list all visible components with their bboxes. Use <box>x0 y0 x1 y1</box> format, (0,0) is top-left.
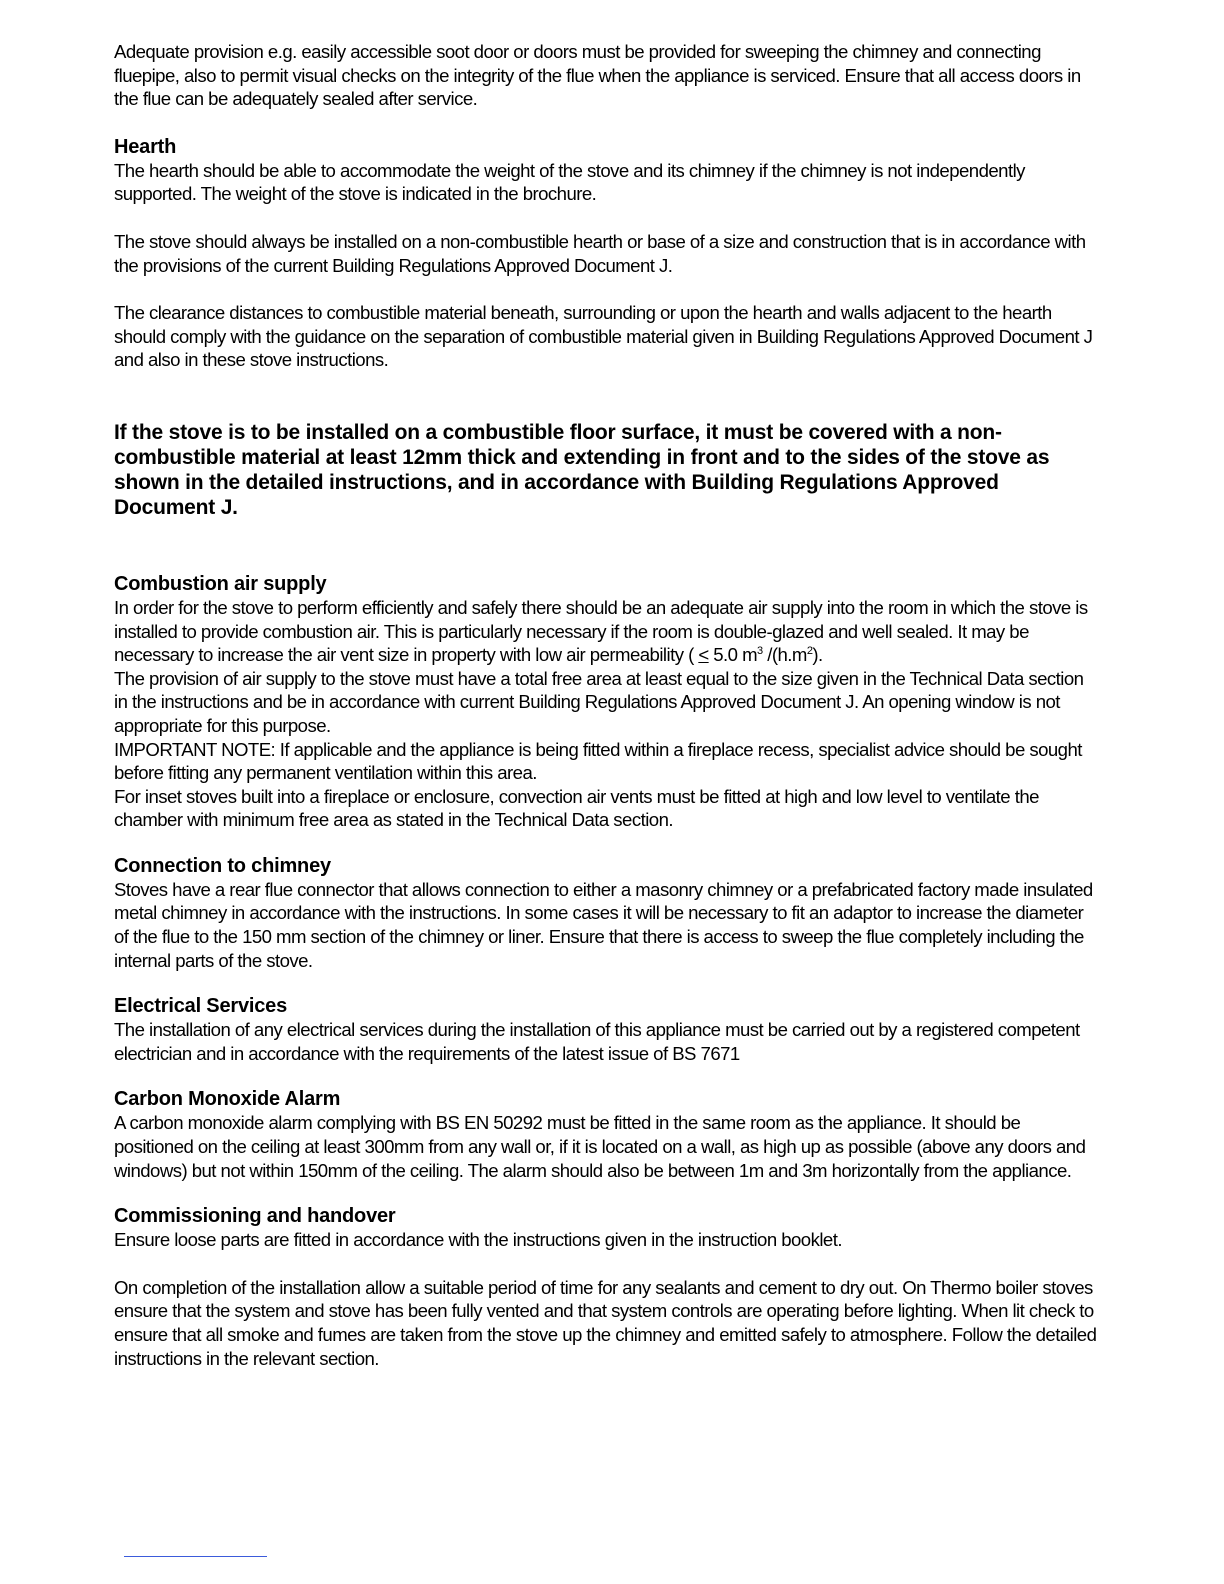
combustion-air-heading: Combustion air supply <box>114 572 327 595</box>
chimney-paragraph: Stoves have a rear flue connector that allows connection to either a masonry chimney or a prefabricated factory made insulated metal chimney in accordance with the instructions. In some cases it will be necessary to fit an adaptor to increase the diameter of the flue to the 150 mm section of the chimney or liner. Ensure that there is access to sweep the flue completely including the internal parts of the stove. <box>114 878 1093 971</box>
hearth-section <box>114 135 1100 372</box>
combustion-paragraph-4: For inset stoves built into a fireplace or enclosure, convection air vents must be fitted at high and low level to ventilate the chamber with minimum free area as stated in the Technical Data section. <box>114 785 1039 831</box>
footnote-divider <box>124 1556 267 1557</box>
hearth-paragraph-1: The hearth should be able to accommodate the weight of the stove and its chimney if the chimney is not independently supported. The weight of the stove is indicated in the brochure. <box>114 159 1025 205</box>
hearth-heading: Hearth <box>114 135 177 158</box>
electrical-heading: Electrical Services <box>114 995 287 1018</box>
commissioning-section <box>114 1204 1100 1370</box>
commissioning-paragraph-1: Ensure loose parts are fitted in accordance with the instructions given in the instruction booklet. <box>114 1229 842 1251</box>
document-page <box>114 40 1100 1370</box>
commissioning-paragraph-2: On completion of the installation allow a suitable period of time for any sealants and cement to dry out. On Thermo boiler stoves ensure that the system and stove has been fully vented and that system controls are operating before lighting. When lit check to ensure that all smoke and fumes are taken from the stove up the chimney and emitted safely to atmosphere. Follow the detailed instructions in the relevant section. <box>114 1276 1097 1369</box>
commissioning-heading: Commissioning and handover <box>114 1205 396 1228</box>
intro-paragraph: Adequate provision e.g. easily accessible soot door or doors must be provided for sweeping the chimney and connecting fluepipe, also to permit visual checks on the integrity of the flue when the appliance is serviced. Ensure that all access doors in the flue can be adequately sealed after service. <box>114 41 1081 110</box>
combustion-paragraph-2: The provision of air supply to the stove must have a total free area at least equal to the size given in the Technical Data section in the instructions and be in accordance with current Building Regulations Approved Document J. An opening window is not appropriate for this purpose. <box>114 667 1084 736</box>
combustion-paragraph-1: In order for the stove to perform efficiently and safely there should be an adequate air supply into the room in which the stove is installed to provide combustion air. This is particularly necessary if the room is double-glazed and well sealed. It may be necessary to increase the air vent size in property with low air permeability ( < 5.0 $m^3$ $/(h.m^2)$. <box>114 596 1088 666</box>
electrical-section <box>114 994 1100 1065</box>
co-alarm-heading: Carbon Monoxide Alarm <box>114 1088 341 1111</box>
hearth-paragraph-3: The clearance distances to combustible material beneath, surrounding or upon the hearth and walls adjacent to the hearth should comply with the guidance on the separation of combustible material given in Building Regulations Approved Document J and also in these stove instructions. <box>114 302 1093 371</box>
important-note: IMPORTANT NOTE: If applicable and the appliance is being fitted within a fireplace recess, specialist advice should be sought before fitting any permanent ventilation within this area. <box>114 738 1082 784</box>
chimney-section <box>114 854 1100 972</box>
chimney-heading: Connection to chimney <box>114 854 331 877</box>
co-alarm-paragraph: A carbon monoxide alarm complying with BS EN 50292 must be fitted in the same room as the appliance. It should be positioned on the ceiling at least 300mm from any wall or, if it is located on a wall, as high up as possible (above any doors and windows) but not within 150mm of the ceiling. The alarm should also be between 1m and 3m horizontally from the appliance. <box>114 1112 1086 1181</box>
co-alarm-section <box>114 1087 1100 1182</box>
combustion-air-section <box>114 572 1100 832</box>
hearth-paragraph-2: The stove should always be installed on a non-combustible hearth or base of a size and construction that is in accordance with the provisions of the current Building Regulations Approved Document J. <box>114 230 1086 276</box>
electrical-paragraph: The installation of any electrical services during the installation of this appliance must be carried out by a registered competent electrician and in accordance with the requirements of the latest issue of BS 7671 <box>114 1019 1080 1064</box>
combustible-floor-warning: If the stove is to be installed on a combustible floor surface, it must be covered with a non-combustible material at least 12mm thick and extending in front and to the sides of the stove as shown in the detailed instructions, and in accordance with Building Regulations Approved Document J. <box>114 420 1050 519</box>
